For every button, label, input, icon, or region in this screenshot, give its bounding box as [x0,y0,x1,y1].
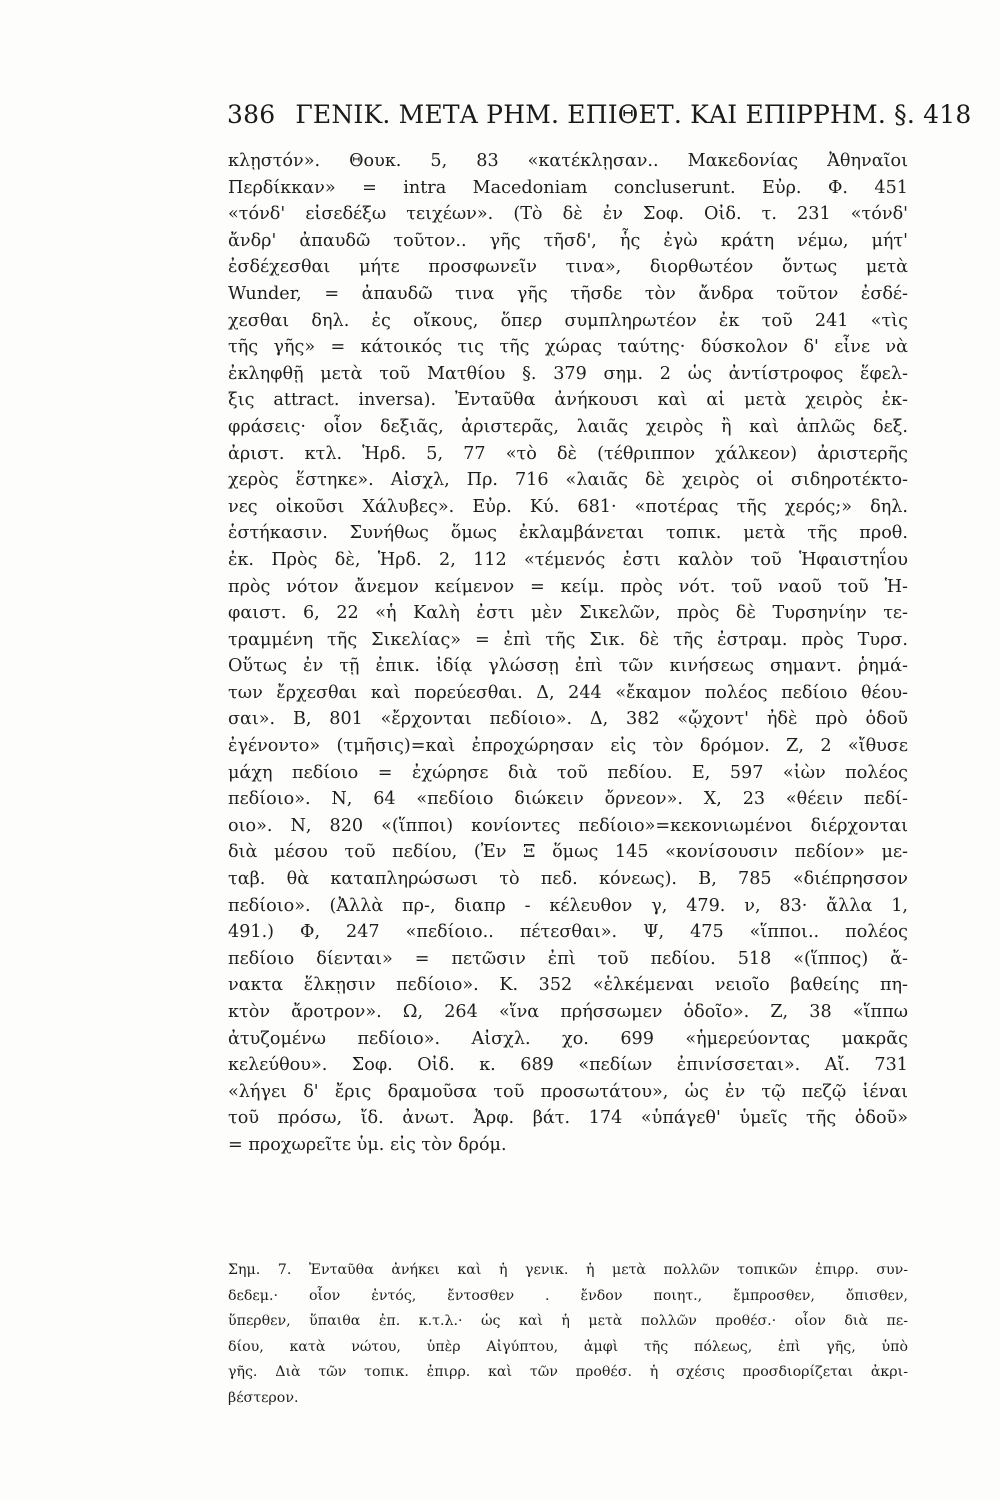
text-line: ἑστήκασιν. Συνήθως ὅμως ἐκλαμβάνεται τοπικ. μετὰ τῆς προθ. [228,523,908,544]
text-line: ἀριστ. κτλ. Ἡρδ. 5, 77 «τὸ δὲ (τέθριππον χάλκεον) ἀριστερῆς [228,443,908,464]
text-line: πρὸς νότον ἄνεμον κείμενον = κείμ. πρὸς νότ. τοῦ ναοῦ τοῦ Ἡ- [228,576,908,597]
footnote-line: ὕπερθεν, ὕπαιθα ἐπ. κ.τ.λ.· ὡς καὶ ἡ μετὰ πολλῶν προθέσ.· οἷον διὰ πε- [228,1313,908,1330]
footnote [228,1258,908,1412]
text-line: φράσεις· οἷον δεξιᾶς, ἀριστερᾶς, λαιᾶς χειρὸς ἢ καὶ ἁπλῶς δεξ. [228,416,908,437]
text-line: νες οἰκοῦσι Χάλυβες». Εὐρ. Κύ. 681· «ποτέρας τῆς χερός;» δηλ. [228,496,908,517]
text-line: χεσθαι δηλ. ἐς οἴκους, ὅπερ συμπληρωτέον ἐκ τοῦ 241 «τὶς [228,310,908,331]
text-line: τραμμένη τῆς Σικελίας» = ἐπὶ τῆς Σικ. δὲ τῆς ἐστραμ. πρὸς Τυρσ. [228,629,908,650]
footnote-line: δεδεμ.· οἷον ἐντός, ἔντοσθεν . ἔνδον ποιητ., ἔμπροσθεν, ὄπισθεν, [228,1287,908,1304]
text-line: πεδίοιο». Ν, 64 «πεδίοιο διώκειν ὄρνεον». Χ, 23 «θέειν πεδί- [228,789,908,810]
text-line: ἐκ. Πρὸς δὲ, Ἡρδ. 2, 112 «τέμενός ἐστι καλὸν τοῦ Ἡφαιστηΐου [228,549,908,570]
text-line: ἐκληφθῇ μετὰ τοῦ Ματθίου §. 379 σημ. 2 ὡς ἀντίστροφος ἕφελ- [228,363,908,384]
text-line: κελεύθου». Σοφ. Οἰδ. κ. 689 «πεδίων ἐπινίσσεται». Αἴ. 731 [228,1055,908,1076]
footnote-line: Σημ. 7. Ἐνταῦθα ἀνήκει καὶ ἡ γενικ. ἡ μετὰ πολλῶν τοπικῶν ἐπιρρ. συν- [228,1262,908,1278]
text-line: Οὕτως ἐν τῇ ἐπικ. ἰδίᾳ γλώσσῃ ἐπὶ τῶν κινήσεως σημαντ. ῥημά- [228,656,908,677]
main-text [228,148,908,1159]
text-line: τῆς γῆς» = κάτοικός τις τῆς χώρας ταύτης· δύσκολον δ' εἶνε νὰ [228,337,908,358]
running-header [227,100,972,129]
text-line: κτὸν ἄροτρον». Ω, 264 «ἵνα πρήσσωμεν ὁδοῖο». Ζ, 38 «ἵππω [228,1002,908,1022]
text-line: πεδίοιο δίενται» = πετῶσιν ἐπὶ τοῦ πεδίου. 518 «(ἵππος) ἄ- [228,948,908,969]
text-line: ξις attract. inversa). Ἐνταῦθα ἀνήκουσι καὶ αἱ μετὰ χειρὸς ἐκ- [228,390,908,411]
text-line: ἄνδρ' ἀπαυδῶ τοῦτον.. γῆς τῆσδ', ἧς ἐγὼ κράτη νέμω, μήτ' [228,230,908,251]
text-line: σαι». Β, 801 «ἔρχονται πεδίοιο». Δ, 382 «ᾤχοντ' ἠδὲ πρὸ ὁδοῦ [228,709,908,730]
text-line: οιο». Ν, 820 «(ἵπποι) κονίοντες πεδίοιο»=κεκονιωμένοι διέρχονται [228,815,908,836]
text-line: Περδίκκαν» = intra Macedoniam concluserunt. Εὐρ. Φ. 451 [228,177,908,198]
text-line: Wunder, = ἀπαυδῶ τινα γῆς τῆσδε τὸν ἄνδρα τοῦτον ἐσδέ- [228,283,908,304]
text-line: «τόνδ' εἰσεδέξω τειχέων». (Τὸ δὲ ἐν Σοφ. Οἰδ. τ. 231 «τόνδ' [228,204,908,225]
text-line: = προχωρεῖτε ὑμ. εἰς τὸν δρόμ. [228,1134,507,1155]
text-line: 491.) Φ, 247 «πεδίοιο.. πέτεσθαι». Ψ, 475 «ἵπποι.. πολέος [228,922,908,943]
text-line: φαιστ. 6, 22 «ἡ Καλὴ ἐστι μὲν Σικελῶν, πρὸς δὲ Τυρσηνίην τε- [228,603,908,624]
text-line: μάχη πεδίοιο = ἐχώρησε διὰ τοῦ πεδίου. Ε, 597 «ἰὼν πολέος [228,762,908,783]
text-line: νακτα ἕλκῃσιν πεδίοιο». Κ. 352 «ἑλκέμεναι νειοῖο βαθείης πη- [228,975,908,996]
text-line: κλῃστόν». Θουκ. 5, 83 «κατέκλῃσαν.. Μακεδονίας Ἀθηναῖοι [228,151,908,171]
text-line: πεδίοιο». (Ἀλλὰ πρ-, διαπρ - κέλευθον γ, 479. ν, 83· ἄλλα 1, [228,895,908,916]
text-line: ἐγένοντο» (τμῆσις)=καὶ ἐπροχώρησαν εἰς τὸν δρόμον. Ζ, 2 «ἴθυσε [228,736,908,757]
running-title: ΓΕΝΙΚ. ΜΕΤΑ ΡΗΜ. ΕΠΙΘΕΤ. ΚΑΙ ΕΠΙΡΡΗΜ. §. 418 [295,100,972,129]
text-line: χερὸς ἕστηκε». Αἰσχλ, Πρ. 716 «λαιᾶς δὲ χειρὸς οἱ σιδηροτέκτο- [228,470,908,491]
footnote-line: δίου, κατὰ νώτου, ὑπὲρ Αἰγύπτου, ἀμφὶ τῆς πόλεως, ἐπὶ γῆς, ὑπὸ [228,1338,908,1355]
text-line: των ἔρχεσθαι καὶ πορεύεσθαι. Δ, 244 «ἔκαμον πολέος πεδίοιο θέου- [228,682,908,703]
text-line: ἐσδέχεσθαι μήτε προσφωνεῖν τινα», διορθωτέον ὄντως μετὰ [228,257,908,278]
page-number: 386 [227,100,276,129]
text-line: ἀτυζομένω πεδίοιο». Αἰσχλ. χο. 699 «ἡμερεύοντας μακρᾶς [228,1028,908,1049]
text-line: διὰ μέσου τοῦ πεδίου, (Ἐν Ξ ὅμως 145 «κονίσουσιν πεδίον» με- [228,842,908,863]
text-line: ταβ. θὰ καταπληρώσωσι τὸ πεδ. κόνεως). Β, 785 «διέπρησσον [228,869,908,890]
text-line: «λήγει δ' ἔρις δραμοῦσα τοῦ προσωτάτου», ὡς ἐν τῷ πεζῷ ἱέναι [228,1081,908,1102]
footnote-line: βέστερον. [228,1389,299,1406]
footnote-line: γῆς. Διὰ τῶν τοπικ. ἐπιρρ. καὶ τῶν προθέσ. ἡ σχέσις προσδιορίζεται ἀκρι- [228,1364,908,1381]
text-line: τοῦ πρόσω, ἴδ. ἀνωτ. Ἀρφ. βάτ. 174 «ὑπάγεθ' ὑμεῖς τῆς ὁδοῦ» [228,1108,908,1129]
